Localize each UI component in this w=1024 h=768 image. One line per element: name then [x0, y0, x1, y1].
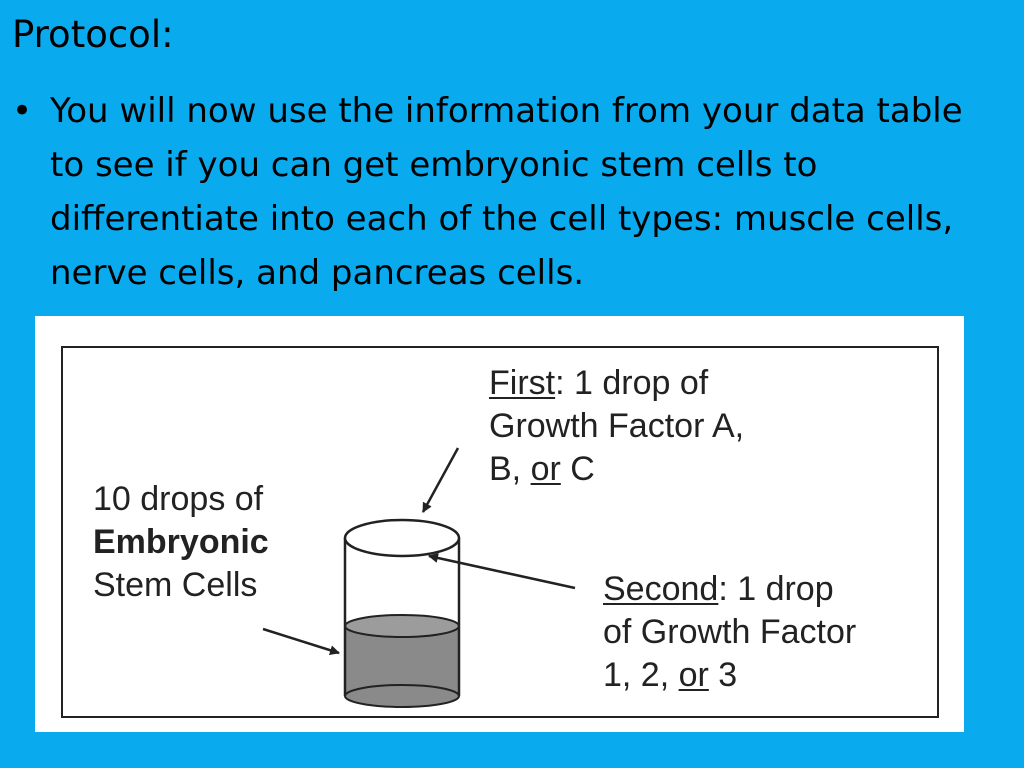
- bullet-marker: •: [12, 91, 33, 131]
- arrow-to-liquid: [263, 629, 339, 653]
- protocol-figure: [35, 316, 964, 732]
- second-step-label: Second: 1 drop of Growth Factor 1, 2, or 3: [603, 570, 857, 694]
- slide-title: Protocol:: [12, 13, 174, 56]
- liquid-bottom: [345, 685, 459, 707]
- bullet-text: You will now use the information from your data table to see if you can get embryonic stem cells to differentiate into each of the cell types: muscle cells, nerve cells, and pancreas cells.: [50, 91, 963, 293]
- embryonic-label: 10 drops of Embryonic Stem Cells: [93, 480, 269, 604]
- liquid-surface: [345, 615, 459, 637]
- first-step-label: First: 1 drop of Growth Factor A, B, or C: [489, 364, 745, 488]
- arrow-to-opening: [429, 556, 575, 588]
- bullet-point: [12, 84, 1002, 300]
- beaker-rim: [345, 520, 459, 556]
- arrow-to-rim: [423, 448, 458, 512]
